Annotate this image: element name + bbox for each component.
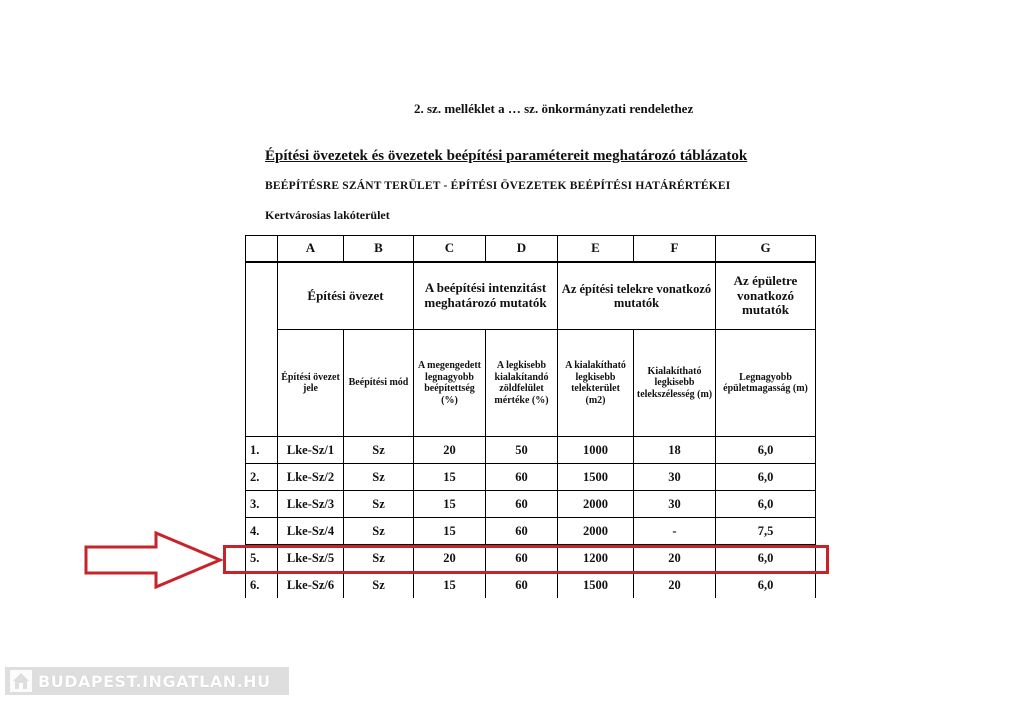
table-row (246, 518, 816, 545)
row-highlight-box (223, 545, 829, 574)
building-mode: Sz (344, 437, 414, 464)
max-building-height: 6,0 (716, 491, 816, 518)
zone-code: Lke-Sz/5 (278, 545, 344, 572)
column-letter: F (634, 236, 716, 263)
max-coverage: 20 (414, 545, 486, 572)
subheader-g: Legnagyobb épületmagasság (m) (716, 330, 816, 437)
subheader-e: A kialakítható legkisebb telekterület (m2) (558, 330, 634, 437)
max-building-height: 6,0 (716, 437, 816, 464)
min-green-area: 60 (486, 572, 558, 599)
subheader-f: Kialakítható legkisebb telekszélesség (m) (634, 330, 716, 437)
watermark (5, 667, 289, 695)
column-letter: G (716, 236, 816, 263)
zone-code: Lke-Sz/6 (278, 572, 344, 599)
table-row (246, 572, 816, 599)
subheader-d: A legkisebb kialakítandó zöldfelület mértéke (%) (486, 330, 558, 437)
min-plot-width: 30 (634, 464, 716, 491)
document-subtitle: BEÉPÍTÉSRE SZÁNT TERÜLET - ÉPÍTÉSI ÖVEZETEK BEÉPÍTÉSI HATÁRÉRTÉKEI (265, 180, 731, 192)
group-header-building: Az épületre vonatkozó mutatók (716, 262, 816, 330)
min-green-area: 60 (486, 545, 558, 572)
row-number-header (246, 262, 278, 437)
subheader-c: A megengedett legnagyobb beépítettség (%) (414, 330, 486, 437)
max-coverage: 15 (414, 572, 486, 599)
column-letter: D (486, 236, 558, 263)
group-header-intensity: A beépítési intenzitást meghatározó mutatók (414, 262, 558, 330)
max-coverage: 15 (414, 491, 486, 518)
min-plot-width: 20 (634, 545, 716, 572)
max-building-height: 6,0 (716, 545, 816, 572)
zone-code: Lke-Sz/4 (278, 518, 344, 545)
row-number: 6. (246, 572, 278, 599)
min-plot-area: 1500 (558, 572, 634, 599)
group-header-plot: Az építési telekre vonatkozó mutatók (558, 262, 716, 330)
min-plot-area: 1200 (558, 545, 634, 572)
column-letter: B (344, 236, 414, 263)
min-green-area: 50 (486, 437, 558, 464)
zone-code: Lke-Sz/1 (278, 437, 344, 464)
row-number: 2. (246, 464, 278, 491)
corner-cell (246, 236, 278, 263)
min-plot-width: 18 (634, 437, 716, 464)
zone-code: Lke-Sz/3 (278, 491, 344, 518)
subheader-row (246, 330, 816, 437)
min-plot-area: 2000 (558, 518, 634, 545)
row-number: 1. (246, 437, 278, 464)
column-letter: C (414, 236, 486, 263)
building-mode: Sz (344, 464, 414, 491)
min-plot-area: 1500 (558, 464, 634, 491)
max-building-height: 6,0 (716, 572, 816, 599)
building-mode: Sz (344, 518, 414, 545)
zoning-parameters-table (245, 235, 816, 598)
subheader-a: Építési övezet jele (278, 330, 344, 437)
zone-label: Kertvárosias lakóterület (265, 208, 390, 222)
max-building-height: 6,0 (716, 464, 816, 491)
building-mode: Sz (344, 572, 414, 599)
min-plot-area: 2000 (558, 491, 634, 518)
column-letter: A (278, 236, 344, 263)
document-title: Építési övezetek és övezetek beépítési paramétereit meghatározó táblázatok (265, 148, 748, 164)
table-row (246, 491, 816, 518)
building-mode: Sz (344, 545, 414, 572)
watermark-text: BUDAPEST.INGATLAN.HU (38, 671, 271, 691)
max-coverage: 15 (414, 518, 486, 545)
min-green-area: 60 (486, 464, 558, 491)
row-number: 5. (246, 545, 278, 572)
max-coverage: 15 (414, 464, 486, 491)
min-green-area: 60 (486, 491, 558, 518)
column-letters-row (246, 236, 816, 263)
max-coverage: 20 (414, 437, 486, 464)
group-header-zone: Építési övezet (278, 262, 414, 330)
row-number: 4. (246, 518, 278, 545)
group-header-row (246, 262, 816, 330)
column-letter: E (558, 236, 634, 263)
min-green-area: 60 (486, 518, 558, 545)
table-row (246, 464, 816, 491)
annex-header: 2. sz. melléklet a … sz. önkormányzati rendelethez (414, 101, 694, 116)
row-number: 3. (246, 491, 278, 518)
table-row (246, 437, 816, 464)
house-icon (9, 669, 33, 693)
min-plot-area: 1000 (558, 437, 634, 464)
max-building-height: 7,5 (716, 518, 816, 545)
zone-code: Lke-Sz/2 (278, 464, 344, 491)
subheader-b: Beépítési mód (344, 330, 414, 437)
arrow-right-icon (84, 531, 224, 589)
min-plot-width: 20 (634, 572, 716, 599)
building-mode: Sz (344, 491, 414, 518)
min-plot-width: - (634, 518, 716, 545)
min-plot-width: 30 (634, 491, 716, 518)
